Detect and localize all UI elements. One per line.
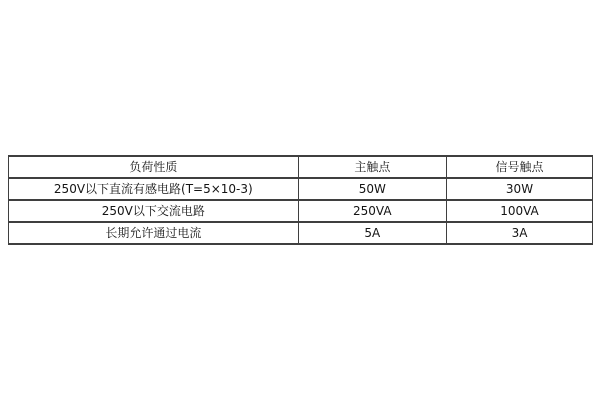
cell-main-contact-dc: 50W [298, 178, 446, 200]
cell-signal-contact-dc: 30W [446, 178, 592, 200]
cell-load-dc-circuit: 250V以下直流有感电路(T=5×10-3) [9, 178, 299, 200]
cell-signal-contact-ac: 100VA [446, 200, 592, 222]
header-load-nature: 负荷性质 [9, 156, 299, 178]
cell-load-ac-circuit: 250V以下交流电路 [9, 200, 299, 222]
table-row [9, 178, 593, 200]
header-signal-contact: 信号触点 [446, 156, 592, 178]
cell-main-contact-continuous: 5A [298, 222, 446, 244]
table-row [9, 222, 593, 244]
cell-load-continuous-current: 长期允许通过电流 [9, 222, 299, 244]
header-main-contact: 主触点 [298, 156, 446, 178]
load-capacity-spec-table [8, 155, 593, 245]
table-row [9, 200, 593, 222]
cell-main-contact-ac: 250VA [298, 200, 446, 222]
cell-signal-contact-continuous: 3A [446, 222, 592, 244]
table-header-row [9, 156, 593, 178]
